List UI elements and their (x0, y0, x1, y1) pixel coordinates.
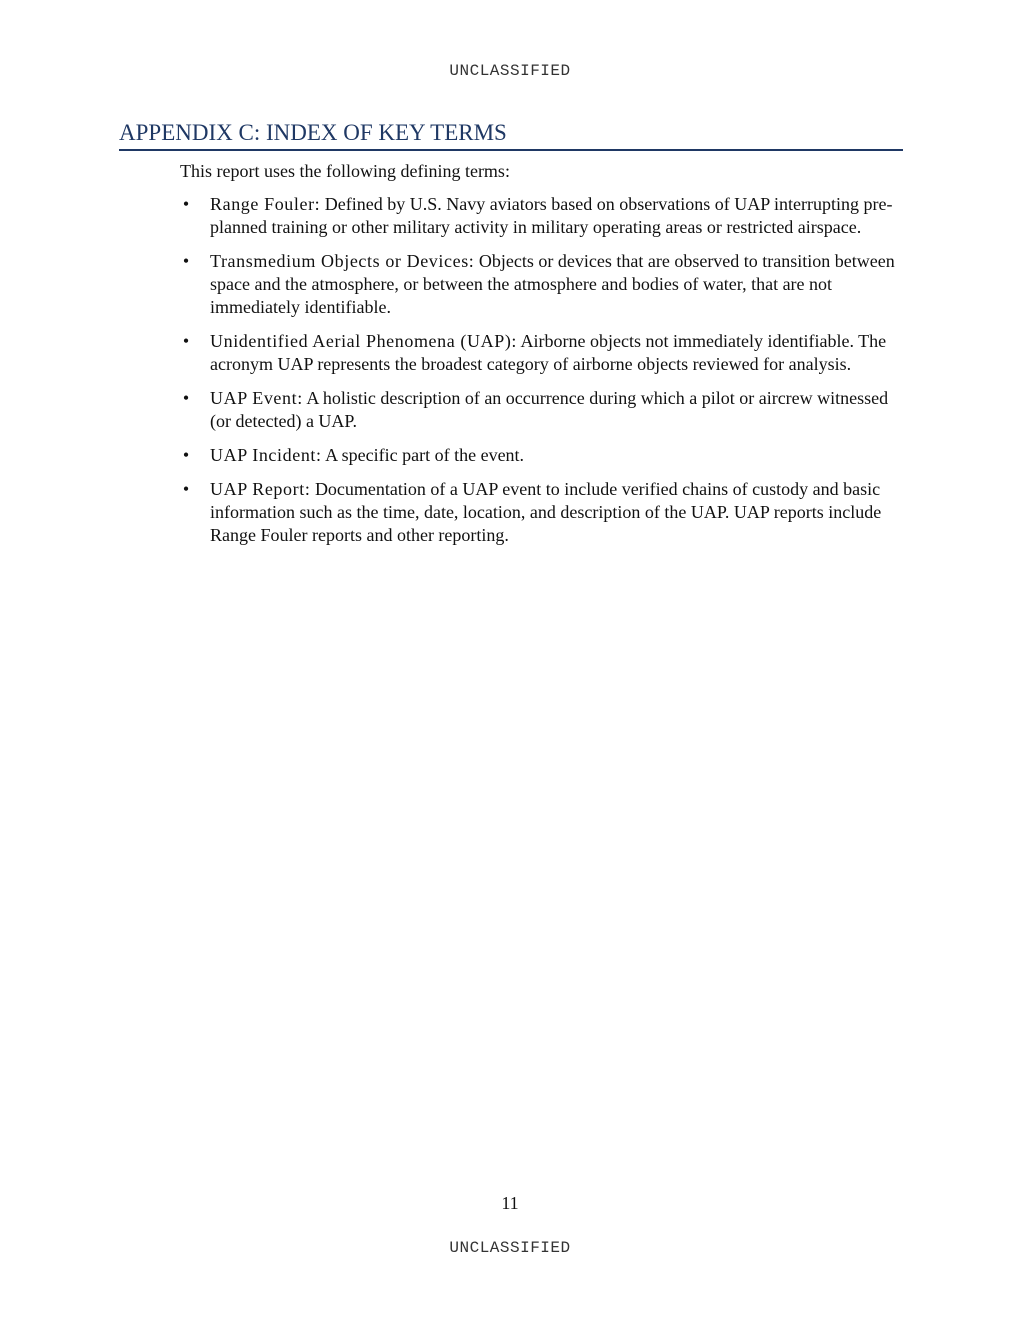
bullet-icon: • (182, 194, 190, 214)
term-name: UAP Incident: (210, 445, 322, 465)
term-definition: A holistic description of an occurrence during which a pilot or aircrew witnessed (or detected) a UAP. (210, 388, 889, 431)
list-item (180, 444, 902, 467)
term-name: Transmedium Objects or Devices: (210, 251, 475, 271)
page-title: APPENDIX C: INDEX OF KEY TERMS (119, 119, 903, 151)
term-name: Range Fouler: (210, 194, 321, 214)
page-number: 11 (501, 1193, 519, 1213)
term-definition: Airborne objects not immediately identifiable. The acronym UAP represents the broadest category of airborne objects reviewed for analysis. (210, 331, 887, 374)
term-name: UAP Event: (210, 388, 303, 408)
list-item (180, 478, 902, 547)
classification-header: UNCLASSIFIED (449, 62, 571, 80)
list-item (180, 330, 902, 376)
bullet-icon: • (182, 445, 190, 465)
terms-list (180, 193, 902, 547)
term-definition: Documentation of a UAP event to include verified chains of custody and basic information such as the time, date, location, and description of the UAP. UAP reports include Range Fouler reports and other reporting. (210, 479, 882, 545)
intro-text: This report uses the following defining terms: (180, 161, 510, 181)
classification-footer: UNCLASSIFIED (449, 1239, 571, 1257)
term-name: Unidentified Aerial Phenomena (UAP): (210, 331, 518, 351)
bullet-icon: • (182, 388, 190, 408)
bullet-icon: • (182, 479, 190, 499)
list-item (180, 250, 902, 319)
list-item (180, 193, 902, 239)
term-definition: Objects or devices that are observed to transition between space and the atmosphere, or between the atmosphere and bodies of water, that are not immediately identifiable. (210, 251, 895, 317)
term-definition: A specific part of the event. (321, 445, 525, 465)
term-definition: Defined by U.S. Navy aviators based on observations of UAP interrupting pre-planned training or other military activity in military operating areas or restricted airspace. (210, 194, 893, 237)
list-item (180, 387, 902, 433)
bullet-icon: • (182, 251, 190, 271)
document-body (180, 160, 902, 558)
bullet-icon: • (182, 331, 190, 351)
term-name: UAP Report: (210, 479, 311, 499)
